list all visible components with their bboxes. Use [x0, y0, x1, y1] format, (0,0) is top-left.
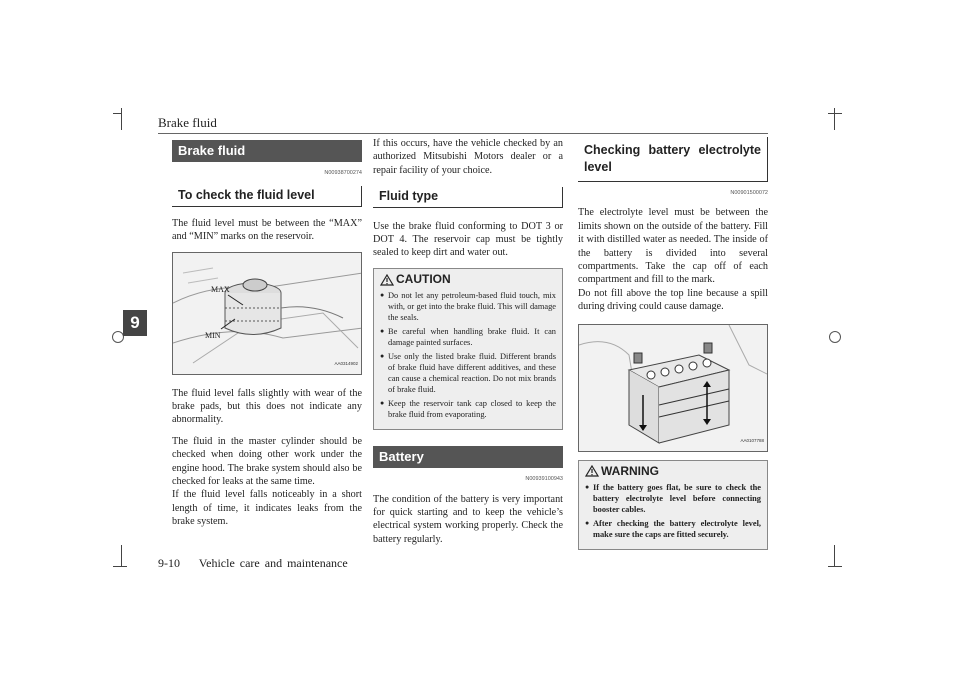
- caution-box: [373, 268, 563, 430]
- section-code: N00938700274: [324, 170, 362, 176]
- running-title: Brake fluid: [158, 115, 217, 130]
- column-3: [578, 137, 768, 558]
- page-footer: [158, 556, 348, 571]
- paragraph: The fluid level falls slightly with wear of the brake pads, but this does not indicate any abnormality.: [172, 387, 362, 426]
- paragraph: The fluid level must be between the “MAX” and “MIN” marks on the reservoir.: [172, 217, 362, 243]
- caution-item: ● Keep the reservoir tank cap closed to keep the brake fluid from evaporating.: [380, 398, 556, 420]
- section-code: N00901500072: [730, 190, 768, 196]
- footer-section-title: Vehicle care and maintenance: [198, 556, 348, 570]
- warning-title: WARNING: [585, 465, 761, 478]
- paragraph: Do not fill above the top line because a spill during driving could cause damage.: [578, 287, 768, 313]
- warning-triangle-icon: [585, 465, 599, 477]
- battery-figure: [578, 324, 768, 452]
- subheading-fluid-type: Fluid type: [373, 187, 563, 207]
- caution-item: ● Be careful when handling brake fluid. It can damage painted surfaces.: [380, 326, 556, 348]
- paragraph: The condition of the battery is very important for quick starting and to keep the vehicle’s electrical system working properly. Check the battery regularly.: [373, 493, 563, 545]
- column-1: [172, 140, 362, 537]
- header-rule: [158, 133, 768, 134]
- subheading-check-fluid: To check the fluid level: [172, 186, 362, 206]
- subheading-battery-electrolyte: Checking battery electrolyte level: [578, 137, 768, 182]
- column-2: [373, 137, 563, 554]
- caution-item: ● Use only the listed brake fluid. Different brands of brake fluid have different additives, and these can cause a chemical reaction. Do not mix brands of brake fluid.: [380, 351, 556, 395]
- figure-code: AA0107788: [740, 438, 764, 444]
- figure-code: AA0314902: [334, 361, 358, 367]
- page-number: 9-10: [158, 556, 180, 570]
- paragraph: If the fluid level falls noticeably in a short length of time, it indicates leaks from the brake system.: [172, 489, 362, 528]
- caution-triangle-icon: [380, 274, 394, 286]
- paragraph: Use the brake fluid conforming to DOT 3 or DOT 4. The reservoir cap must be tightly sealed to keep dirt and water out.: [373, 220, 563, 259]
- caution-title: CAUTION: [380, 273, 556, 286]
- min-label: MIN: [205, 330, 221, 340]
- brake-reservoir-figure: [172, 252, 362, 375]
- max-label: MAX: [211, 284, 230, 294]
- warning-item: ● After checking the battery electrolyte level, make sure the caps are fitted securely.: [585, 518, 761, 540]
- caution-item: ● Do not let any petroleum-based fluid touch, mix with, or get into the brake fluid. This will damage the seals.: [380, 290, 556, 323]
- paragraph: The fluid in the master cylinder should be checked when doing other work under the engine hood. The brake system should also be checked for leaks at the same time.: [172, 435, 362, 488]
- paragraph: The electrolyte level must be between the limits shown on the outside of the battery. Fill it with distilled water as needed. The inside of the battery is divided into several compartments. Take the cap off of each compartment and fill to the mark.: [578, 207, 768, 286]
- warning-item: ● If the battery goes flat, be sure to check the battery electrolyte level before connecting booster cables.: [585, 482, 761, 515]
- paragraph: If this occurs, have the vehicle checked by an authorized Mitsubishi Motors dealer or a repair facility of your choice.: [373, 138, 563, 176]
- chapter-tab: 9: [123, 310, 147, 336]
- section-heading-battery: Battery: [373, 446, 563, 468]
- section-code: N00939100943: [525, 476, 563, 483]
- section-heading-brake-fluid: Brake fluid: [172, 140, 362, 162]
- warning-box: [578, 460, 768, 550]
